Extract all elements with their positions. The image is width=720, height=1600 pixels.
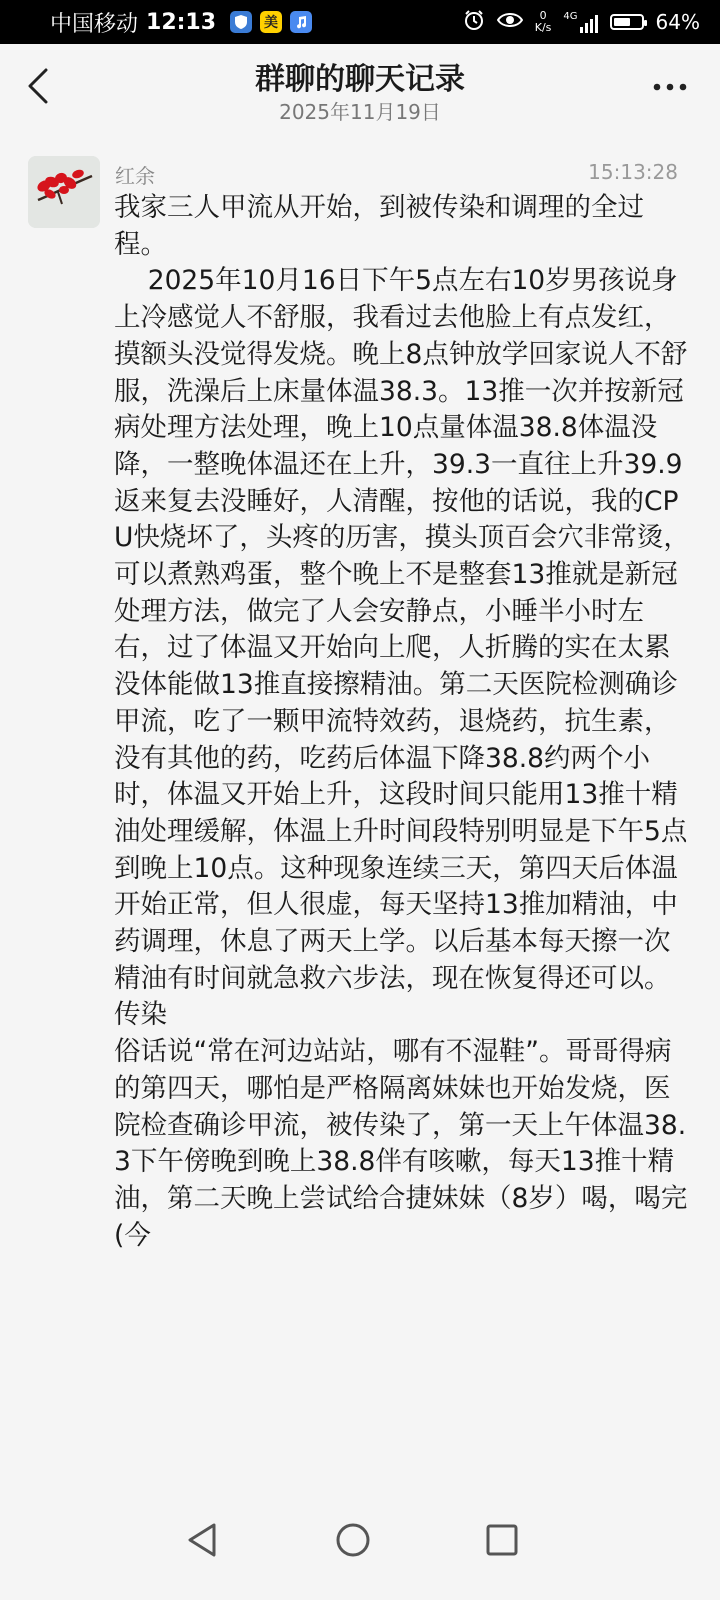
eye-icon: [497, 10, 523, 34]
signal-icon: 4G: [563, 11, 597, 33]
meituan-icon: 美: [260, 11, 282, 33]
message-paragraph: 2025年10月16日下午5点左右10岁男孩说身上冷感觉人不舒服，我看过去他脸上有点发红，摸额头没觉得发烧。晚上8点钟放学回家说人不舒服，洗澡后上床量体温38.3。13推一次并按新冠病处理方法处理，晚上10点量体温38.8体温没降，一整晚体温还在上升，39.3一直往上升39.9返来复去没睡好，人清醒，按他的话说，我的CPU快烧坏了，头疼的历害，摸头顶百会穴非常烫，可以煮熟鸡蛋，整个晚上不是整套13推就是新冠处理方法，做完了人会安静点，小睡半小时左右，过了体温又开始向上爬，人折腾的实在太累没体能做13推直接擦精油。第二天医院检测确诊甲流，吃了一颗甲流特效药，退烧药，抗生素，没有其他的药，吃药后体温下降38.8约两个小时，体温又开始上升，这段时间只能用13推十精油处理缓解，体温上升时间段特别明显是下午5点到晚上10点。这种现象连续三天，第四天后体温开始正常，但人很虚，每天坚持13推加精油，中药调理，休息了两天上学。以后基本每天擦一次精油有时间就急救六步法，现在恢复得还可以。: [114, 265, 690, 994]
chat-history-header: [0, 44, 720, 130]
message-paragraph: 我家三人甲流从开始，到被传染和调理的全过程。: [114, 192, 644, 260]
nav-recents-button[interactable]: [472, 1510, 532, 1570]
back-triangle-icon: [186, 1522, 218, 1558]
status-bar: [0, 0, 720, 44]
nav-home-button[interactable]: [323, 1510, 383, 1570]
network-speed: 0 K/s: [534, 9, 552, 34]
battery-icon: [610, 14, 644, 30]
shield-icon: [230, 11, 252, 33]
message-time: 15:13:28: [588, 160, 678, 184]
sender-name[interactable]: 红余: [115, 164, 155, 188]
message-paragraph: 传染: [114, 999, 167, 1031]
home-circle-icon: [335, 1522, 371, 1558]
page-date: 2025年11月19日: [279, 100, 441, 124]
system-nav-bar: [0, 1490, 720, 1600]
music-icon: [290, 11, 312, 33]
recents-square-icon: [485, 1523, 519, 1557]
nav-back-button[interactable]: [172, 1510, 232, 1570]
avatar[interactable]: [28, 156, 100, 228]
clock: 12:13: [146, 9, 217, 35]
carrier-label: 中国移动: [50, 11, 139, 37]
more-button[interactable]: [650, 72, 690, 102]
message-paragraph: 俗话说“常在河边站站，哪有不湿鞋”。哥哥得病的第四天，哪怕是严格隔离妹妹也开始发烧，医院检查确诊甲流，被传染了，第一天上午体温38.3下午傍晚到晚上38.8伴有咳嗽，每天13推十精油，第二天晚上尝试给合捷妹妹（8岁）喝，喝完(今: [114, 1036, 688, 1251]
page-title: 群聊的聊天记录: [255, 62, 465, 97]
message-text: [114, 190, 694, 1254]
battery-percent: 64%: [655, 10, 700, 34]
alarm-icon: [463, 9, 485, 36]
more-icon: [653, 83, 687, 91]
